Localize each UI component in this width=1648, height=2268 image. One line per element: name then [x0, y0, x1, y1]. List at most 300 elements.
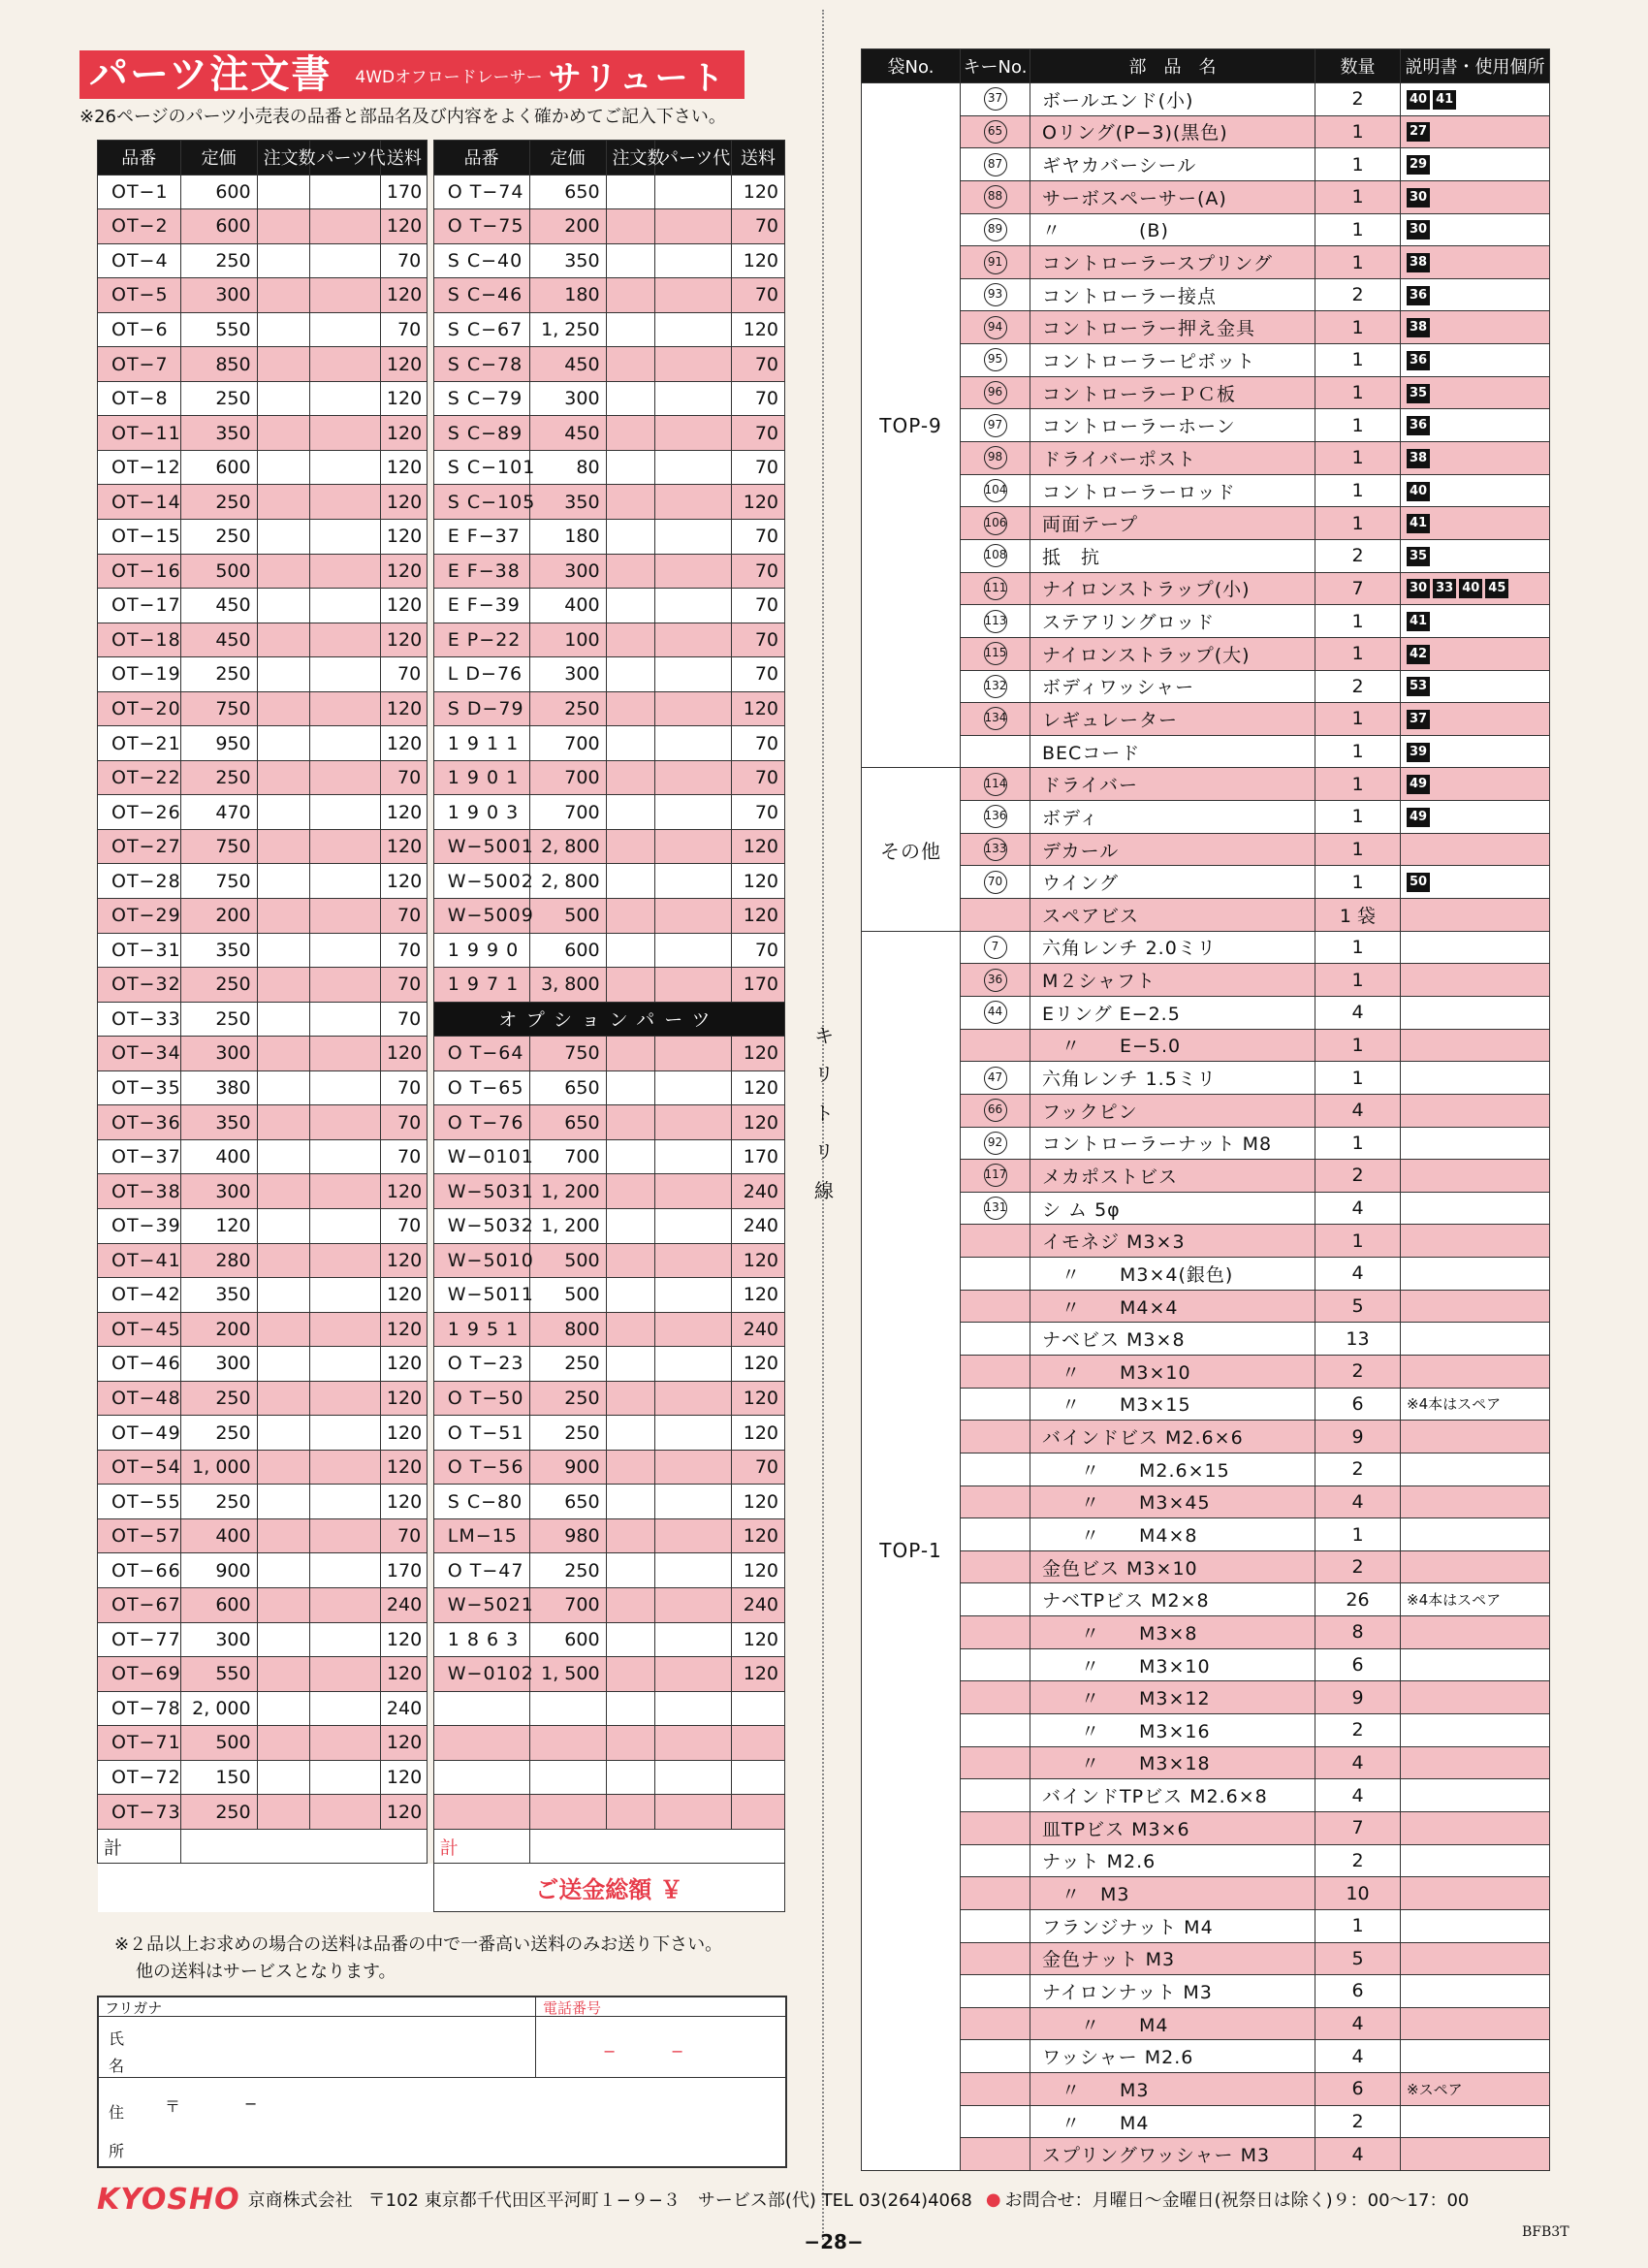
shipping: 120 [380, 864, 427, 899]
qty-input[interactable] [606, 1450, 654, 1485]
quantity: 2 [1315, 1160, 1401, 1193]
key-number-cell [961, 1909, 1030, 1942]
parts-cost-input[interactable] [310, 829, 380, 864]
price: 350 [180, 933, 257, 968]
parts-cost-input[interactable] [655, 347, 732, 382]
parts-cost-input[interactable] [655, 243, 732, 278]
shipping: 120 [732, 899, 785, 934]
qty-input[interactable] [606, 1691, 654, 1726]
qty-input[interactable] [257, 968, 310, 1003]
parts-cost-input[interactable] [655, 623, 732, 657]
parts-cost-input[interactable] [655, 933, 732, 968]
parts-cost-input[interactable] [310, 1726, 380, 1761]
quantity: 2 [1315, 670, 1401, 703]
manual-reference [1401, 507, 1550, 540]
column-gap [428, 1795, 434, 1830]
empty-cell[interactable] [433, 1726, 529, 1761]
shipping-input[interactable] [732, 1726, 785, 1761]
parts-cost-input[interactable] [655, 864, 732, 899]
price: 700 [529, 1587, 606, 1622]
shipping: 70 [732, 1450, 785, 1485]
part-number: OT−6 [98, 312, 181, 347]
parts-cost-input[interactable] [655, 760, 732, 795]
qty-input[interactable] [257, 829, 310, 864]
parts-cost-input[interactable] [310, 1657, 380, 1692]
qty-input[interactable] [257, 1518, 310, 1553]
qty-input[interactable] [606, 760, 654, 795]
qty-input[interactable] [606, 933, 654, 968]
address-field[interactable] [138, 2118, 777, 2166]
qty-input[interactable] [606, 175, 654, 209]
parts-cost-input[interactable] [655, 1795, 732, 1830]
parts-cost-input[interactable] [655, 657, 732, 692]
parts-cost-input[interactable] [310, 1416, 380, 1451]
part-number: OT−39 [98, 1208, 181, 1243]
qty-input[interactable] [606, 829, 654, 864]
price: 350 [180, 416, 257, 451]
parts-cost-input[interactable] [655, 485, 732, 520]
qty-input[interactable] [606, 968, 654, 1003]
parts-cost-input[interactable] [655, 589, 732, 623]
qty-input[interactable] [257, 1622, 310, 1657]
parts-cost-input[interactable] [655, 278, 732, 313]
qty-input[interactable] [257, 1208, 310, 1243]
table-row [862, 1648, 1550, 1681]
total-input-right[interactable] [529, 1829, 784, 1864]
column-header: 数量 [1315, 49, 1401, 83]
parts-cost-input[interactable] [655, 1312, 732, 1347]
price: 2, 800 [529, 829, 606, 864]
quantity: 2 [1315, 2105, 1401, 2138]
price: 300 [529, 381, 606, 416]
qty-input[interactable] [257, 175, 310, 209]
parts-cost-input[interactable] [310, 864, 380, 899]
quantity: 1 [1315, 833, 1401, 866]
manual-reference [1401, 442, 1550, 475]
column-gap [428, 243, 434, 278]
part-number: S C−40 [433, 243, 529, 278]
qty-input[interactable] [257, 691, 310, 726]
key-number-cell [961, 344, 1030, 377]
parts-cost-input[interactable] [655, 1208, 732, 1243]
empty-cell[interactable] [433, 1760, 529, 1795]
parts-cost-input[interactable] [310, 899, 380, 934]
qty-input[interactable] [606, 278, 654, 313]
qty-input[interactable] [257, 1002, 310, 1037]
price: 700 [529, 1139, 606, 1174]
qty-input[interactable] [257, 1174, 310, 1209]
parts-cost-input[interactable] [310, 1037, 380, 1071]
qty-input[interactable] [257, 450, 310, 485]
column-gap [428, 1243, 434, 1278]
manual-reference [1401, 1550, 1550, 1583]
part-number: OT−46 [98, 1347, 181, 1382]
qty-input[interactable] [257, 312, 310, 347]
parts-cost-input[interactable] [655, 175, 732, 209]
parts-cost-input[interactable] [655, 1174, 732, 1209]
parts-cost-input[interactable] [310, 1450, 380, 1485]
key-number-cell [961, 735, 1030, 768]
table-row [98, 1726, 785, 1761]
qty-input[interactable] [606, 1381, 654, 1416]
shipping: 70 [380, 312, 427, 347]
qty-input[interactable] [257, 1691, 310, 1726]
part-name: 〃 M3 [1030, 1877, 1315, 1910]
qty-input[interactable] [257, 243, 310, 278]
price: 280 [180, 1243, 257, 1278]
qty-input[interactable] [606, 1518, 654, 1553]
qty-input[interactable] [606, 795, 654, 830]
qty-input[interactable] [257, 864, 310, 899]
total-input[interactable] [180, 1829, 428, 1864]
qty-input[interactable] [257, 1381, 310, 1416]
parts-cost-input[interactable] [655, 1760, 732, 1795]
qty-input[interactable] [606, 623, 654, 657]
parts-cost-input[interactable] [310, 175, 380, 209]
empty-cell[interactable] [529, 1691, 606, 1726]
parts-cost-input[interactable] [310, 726, 380, 761]
qty-input[interactable] [257, 1416, 310, 1451]
kyosho-logo: KYOSHO [97, 2182, 240, 2217]
parts-cost-input[interactable] [655, 1416, 732, 1451]
qty-input[interactable] [606, 657, 654, 692]
grand-total-field[interactable]: ご送金総額 ￥ [433, 1864, 784, 1912]
empty-cell[interactable] [433, 1691, 529, 1726]
parts-cost-input[interactable] [655, 1070, 732, 1105]
price: 600 [529, 1622, 606, 1657]
qty-input[interactable] [257, 657, 310, 692]
parts-cost-input[interactable] [310, 1002, 380, 1037]
parts-cost-input[interactable] [310, 760, 380, 795]
qty-input[interactable] [606, 1208, 654, 1243]
parts-cost-input[interactable] [655, 1381, 732, 1416]
qty-input[interactable] [257, 933, 310, 968]
parts-cost-input[interactable] [310, 933, 380, 968]
key-number: 132 [984, 675, 1007, 698]
qty-input[interactable] [606, 1105, 654, 1140]
parts-cost-input[interactable] [310, 1485, 380, 1519]
shipping: 70 [380, 243, 427, 278]
parts-cost-input[interactable] [310, 381, 380, 416]
qty-input[interactable] [606, 485, 654, 520]
qty-input[interactable] [257, 1553, 310, 1588]
parts-cost-input[interactable] [310, 347, 380, 382]
parts-cost-input[interactable] [655, 450, 732, 485]
parts-cost-input[interactable] [310, 1243, 380, 1278]
qty-input[interactable] [257, 554, 310, 589]
parts-cost-input[interactable] [655, 1450, 732, 1485]
quantity: 1 [1315, 1062, 1401, 1095]
parts-cost-input[interactable] [655, 1243, 732, 1278]
parts-cost-input[interactable] [655, 312, 732, 347]
qty-input[interactable] [606, 1416, 654, 1451]
part-name: 六角レンチ 2.0ミリ [1030, 931, 1315, 964]
qty-input[interactable] [606, 243, 654, 278]
parts-cost-input[interactable] [310, 243, 380, 278]
parts-cost-input[interactable] [310, 795, 380, 830]
qty-input[interactable] [257, 760, 310, 795]
parts-cost-input[interactable] [310, 450, 380, 485]
qty-input[interactable] [257, 209, 310, 244]
reference-step-badge: 40 [1407, 90, 1430, 110]
manual-reference [1401, 964, 1550, 997]
qty-input[interactable] [257, 726, 310, 761]
key-number: 66 [984, 1099, 1007, 1122]
parts-cost-input[interactable] [655, 899, 732, 934]
empty-cell[interactable] [529, 1795, 606, 1830]
qty-input[interactable] [257, 1485, 310, 1519]
qty-input[interactable] [606, 520, 654, 555]
qty-input[interactable] [257, 347, 310, 382]
parts-cost-input[interactable] [310, 1139, 380, 1174]
shipping: 120 [380, 1450, 427, 1485]
shipping-input[interactable] [732, 1760, 785, 1795]
parts-cost-input[interactable] [655, 1278, 732, 1313]
parts-table-header [98, 141, 785, 176]
qty-input[interactable] [257, 1105, 310, 1140]
parts-cost-input[interactable] [310, 623, 380, 657]
parts-cost-input[interactable] [310, 485, 380, 520]
part-number: S D−79 [433, 691, 529, 726]
qty-input[interactable] [257, 589, 310, 623]
parts-cost-input[interactable] [310, 209, 380, 244]
parts-cost-input[interactable] [310, 589, 380, 623]
qty-input[interactable] [606, 1278, 654, 1313]
parts-cost-input[interactable] [310, 657, 380, 692]
qty-input[interactable] [606, 312, 654, 347]
parts-cost-input[interactable] [655, 1485, 732, 1519]
parts-cost-input[interactable] [655, 1657, 732, 1692]
parts-cost-input[interactable] [310, 1278, 380, 1313]
shipping-note-line: 他の送料はサービスとなります。 [136, 1962, 396, 1982]
qty-input[interactable] [257, 795, 310, 830]
parts-cost-input[interactable] [310, 312, 380, 347]
qty-input[interactable] [257, 416, 310, 451]
qty-input[interactable] [257, 1760, 310, 1795]
qty-input[interactable] [606, 347, 654, 382]
parts-cost-input[interactable] [655, 1726, 732, 1761]
manual-reference [1401, 1453, 1550, 1485]
parts-cost-input[interactable] [655, 1105, 732, 1140]
qty-input[interactable] [257, 1312, 310, 1347]
parts-cost-input[interactable] [310, 1312, 380, 1347]
parts-cost-input[interactable] [655, 968, 732, 1003]
column-header: 注文数 [257, 141, 310, 176]
qty-input[interactable] [606, 864, 654, 899]
qty-input[interactable] [257, 899, 310, 934]
qty-input[interactable] [606, 1795, 654, 1830]
price: 180 [529, 278, 606, 313]
parts-cost-input[interactable] [310, 416, 380, 451]
parts-cost-input[interactable] [655, 416, 732, 451]
shipping-input[interactable] [732, 1795, 785, 1830]
key-number-cell [961, 474, 1030, 507]
parts-cost-input[interactable] [655, 726, 732, 761]
qty-input[interactable] [606, 1139, 654, 1174]
key-number-cell [961, 376, 1030, 409]
qty-input[interactable] [606, 589, 654, 623]
shipping: 70 [380, 1070, 427, 1105]
qty-input[interactable] [606, 554, 654, 589]
table-row [98, 243, 785, 278]
qty-input[interactable] [257, 1450, 310, 1485]
qty-input[interactable] [257, 1795, 310, 1830]
parts-cost-input[interactable] [310, 691, 380, 726]
qty-input[interactable] [257, 1726, 310, 1761]
part-name: コントローラーピボット [1030, 344, 1315, 377]
name-field[interactable] [138, 2023, 525, 2073]
qty-input[interactable] [257, 1587, 310, 1622]
qty-input[interactable] [606, 1657, 654, 1692]
parts-cost-input[interactable] [655, 1553, 732, 1588]
parts-cost-input[interactable] [655, 1347, 732, 1382]
empty-cell[interactable] [529, 1760, 606, 1795]
part-name: ナイロンストラップ(大) [1030, 637, 1315, 670]
qty-input[interactable] [606, 450, 654, 485]
shipping: 240 [732, 1587, 785, 1622]
qty-input[interactable] [606, 1760, 654, 1795]
qty-input[interactable] [606, 1347, 654, 1382]
parts-cost-input[interactable] [655, 209, 732, 244]
parts-cost-input[interactable] [310, 1381, 380, 1416]
parts-cost-input[interactable] [655, 1622, 732, 1657]
manual-reference [1401, 1258, 1550, 1291]
part-name: シ ム 5φ [1030, 1192, 1315, 1225]
parts-cost-input[interactable] [310, 554, 380, 589]
column-gap [428, 416, 434, 451]
quantity: 26 [1315, 1583, 1401, 1616]
qty-input[interactable] [606, 381, 654, 416]
parts-cost-input[interactable] [310, 1070, 380, 1105]
quantity: 8 [1315, 1616, 1401, 1649]
parts-cost-input[interactable] [310, 1691, 380, 1726]
table-row [862, 1160, 1550, 1193]
price: 150 [180, 1760, 257, 1795]
price: 400 [180, 1139, 257, 1174]
qty-input[interactable] [606, 1243, 654, 1278]
qty-input[interactable] [606, 416, 654, 451]
part-name: デカール [1030, 833, 1315, 866]
qty-input[interactable] [257, 381, 310, 416]
manual-reference [1401, 539, 1550, 572]
parts-cost-input[interactable] [655, 1691, 732, 1726]
shipping: 120 [732, 1347, 785, 1382]
table-row [98, 1243, 785, 1278]
phone-field[interactable]: − [603, 2042, 655, 2060]
manual-reference [1401, 376, 1550, 409]
parts-cost-input[interactable] [310, 1105, 380, 1140]
price: 500 [529, 1243, 606, 1278]
part-number: OT−1 [98, 175, 181, 209]
manual-reference [1401, 2040, 1550, 2073]
qty-input[interactable] [606, 691, 654, 726]
shipping: 70 [380, 968, 427, 1003]
parts-cost-input[interactable] [655, 829, 732, 864]
parts-cost-input[interactable] [655, 1037, 732, 1071]
column-gap [428, 1622, 434, 1657]
parts-cost-input[interactable] [310, 1622, 380, 1657]
key-number-cell [961, 1160, 1030, 1193]
reference-step-badge: 35 [1407, 384, 1430, 403]
parts-cost-input[interactable] [310, 1518, 380, 1553]
qty-input[interactable] [257, 520, 310, 555]
qty-input[interactable] [606, 1070, 654, 1105]
parts-cost-input[interactable] [310, 1587, 380, 1622]
qty-input[interactable] [606, 899, 654, 934]
parts-cost-input[interactable] [655, 381, 732, 416]
qty-input[interactable] [606, 1587, 654, 1622]
part-number: E P−22 [433, 623, 529, 657]
table-row [98, 1760, 785, 1795]
parts-cost-input[interactable] [310, 1795, 380, 1830]
catalog-code: BFB3T [1522, 2224, 1569, 2240]
qty-input[interactable] [606, 1553, 654, 1588]
parts-cost-input[interactable] [310, 278, 380, 313]
empty-cell[interactable] [433, 1795, 529, 1830]
qty-input[interactable] [606, 1174, 654, 1209]
reference-step-badge: 49 [1407, 808, 1430, 827]
table-row [98, 657, 785, 692]
parts-cost-input[interactable] [310, 1760, 380, 1795]
qty-input[interactable] [257, 485, 310, 520]
qty-input[interactable] [257, 1347, 310, 1382]
parts-cost-input[interactable] [655, 1587, 732, 1622]
qty-input[interactable] [606, 1485, 654, 1519]
parts-cost-input[interactable] [310, 1208, 380, 1243]
parts-cost-input[interactable] [310, 968, 380, 1003]
parts-cost-input[interactable] [310, 520, 380, 555]
table-row [98, 1518, 785, 1553]
reference-step-badge: 40 [1407, 482, 1430, 501]
parts-cost-input[interactable] [655, 520, 732, 555]
parts-cost-input[interactable] [655, 554, 732, 589]
table-row [862, 735, 1550, 768]
qty-input[interactable] [606, 1622, 654, 1657]
empty-cell[interactable] [529, 1726, 606, 1761]
parts-cost-input[interactable] [655, 1518, 732, 1553]
qty-input[interactable] [257, 1243, 310, 1278]
price: 980 [529, 1518, 606, 1553]
qty-input[interactable] [606, 1312, 654, 1347]
qty-input[interactable] [257, 278, 310, 313]
qty-input[interactable] [257, 1278, 310, 1313]
qty-input[interactable] [257, 1070, 310, 1105]
parts-cost-input[interactable] [310, 1174, 380, 1209]
key-number-cell [961, 703, 1030, 736]
product-category: 4WDオフロードレーサー [355, 67, 543, 87]
qty-input[interactable] [606, 1037, 654, 1071]
qty-input[interactable] [257, 1037, 310, 1071]
qty-input[interactable] [606, 1726, 654, 1761]
qty-input[interactable] [257, 1139, 310, 1174]
parts-cost-input[interactable] [655, 691, 732, 726]
quantity: 4 [1315, 1192, 1401, 1225]
quantity: 1 [1315, 1029, 1401, 1062]
parts-cost-input[interactable] [310, 1347, 380, 1382]
qty-input[interactable] [606, 726, 654, 761]
part-number: O T−64 [433, 1037, 529, 1071]
qty-input[interactable] [257, 1657, 310, 1692]
phone-field-2[interactable]: − [671, 2042, 684, 2060]
qty-input[interactable] [257, 623, 310, 657]
qty-input[interactable] [606, 209, 654, 244]
parts-cost-input[interactable] [655, 1139, 732, 1174]
parts-cost-input[interactable] [310, 1553, 380, 1588]
parts-cost-input[interactable] [655, 795, 732, 830]
part-name: 〃 M3×12 [1030, 1681, 1315, 1714]
shipping-input[interactable] [732, 1691, 785, 1726]
quantity: 1 [1315, 768, 1401, 801]
